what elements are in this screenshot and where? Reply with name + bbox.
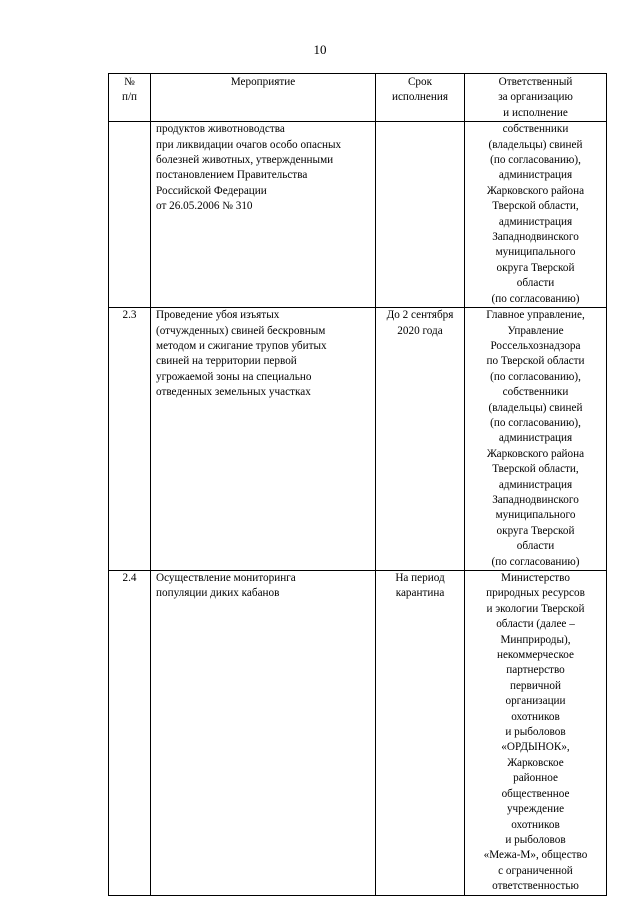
row-activity: Проведение убоя изъятых (отчужденных) свиней бескровным методом и сжигание трупов убитых свиней на территории первой угрожаемой зоны на специально отведенных земельных участках (151, 308, 376, 571)
header-number: № п/п (109, 74, 151, 122)
row-responsible: Главное управление, Управление Россельхознадзора по Тверской области (по согласованию), собственники (владельцы) свиней (по согласованию), администрация Жарковского района Тверской области, администрация Западнодвинского муниципального округа Тверской области (по согласованию) (465, 308, 607, 571)
row-responsible: Министерство природных ресурсов и экологии Тверской области (далее – Минприроды), некоммерческое партнерство первичной организации охотников и рыболовов «ОРДЫНОК», Жарковское районное общественное учреждение охотников и рыболовов «Межа-М», общество с ограниченной ответственностью (465, 571, 607, 896)
row-responsible: собственники (владельцы) свиней (по согласованию), администрация Жарковского района Тверской области, администрация Западнодвинского муниципального округа Тверской области (по согласованию) (465, 122, 607, 308)
table-row (109, 122, 607, 308)
table-row (109, 308, 607, 571)
row-number: 2.4 (109, 571, 151, 896)
header-term: Срок исполнения (376, 74, 465, 122)
row-term (376, 122, 465, 308)
row-number (109, 122, 151, 308)
row-term: На период карантина (376, 571, 465, 896)
row-activity: Осуществление мониторинга популяции диких кабанов (151, 571, 376, 896)
page-number: 10 (313, 42, 327, 57)
table-row (109, 571, 607, 896)
row-number: 2.3 (109, 308, 151, 571)
measures-table (108, 73, 607, 896)
table-header-row (109, 74, 607, 122)
header-activity: Мероприятие (151, 74, 376, 122)
row-activity: продуктов животноводства при ликвидации очагов особо опасных болезней животных, утвержденными постановлением Правительства Российской Федерации от 26.05.2006 № 310 (151, 122, 376, 308)
header-responsible: Ответственный за организацию и исполнение (465, 74, 607, 122)
row-term: До 2 сентября 2020 года (376, 308, 465, 571)
